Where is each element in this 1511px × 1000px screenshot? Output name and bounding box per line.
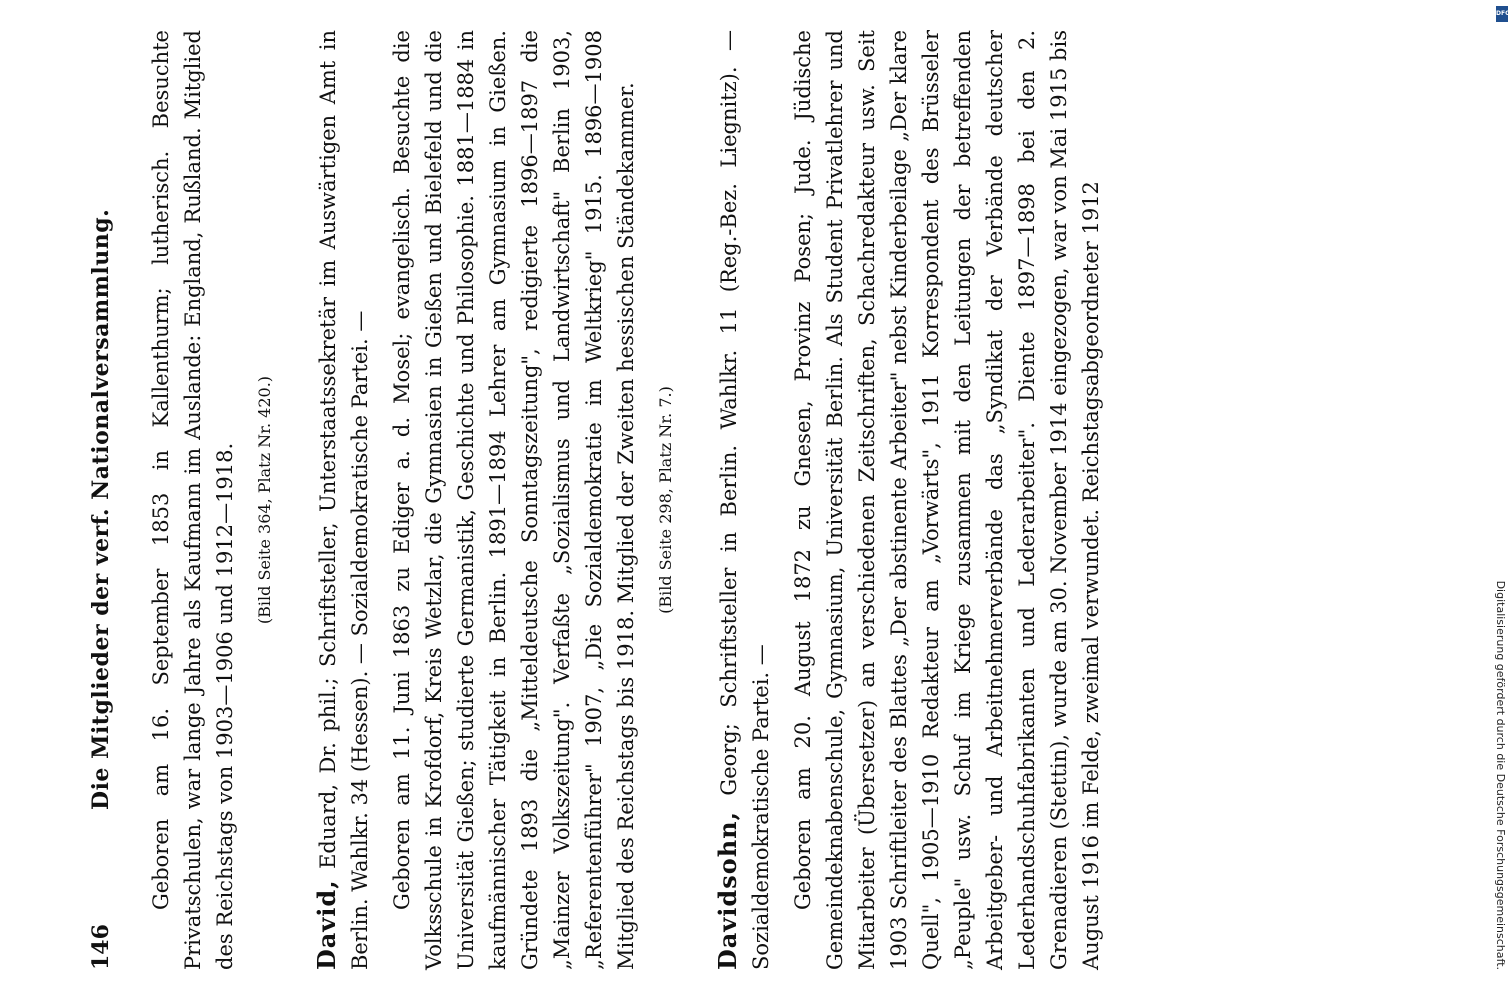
entry-biography: Geboren am 20. August 1872 zu Gnesen, Provinz Posen; Jude. Jüdische Gemeindeknabenschule, Gymnasium, Universität Berlin. Als Student Privatlehrer und Mitarbeiter (Übersetzer) an verschiedenen Zeitschriften, Schachredakteur usw. Seit 1903 Schriftleiter des Blattes „Der abstinente Arbeiter" nebst Kinderbeilage „Der klare Quell", 1905—1910 Redakteur am „Vorwärts", 1911 Korrespondent des Brüsseler „Peuple" usw. Schuf im Kriege zusammen mit den Leitungen der betreffenden Arbeitgeber- und Arbeitnehmerverbände das „Syndikat der Verbände deutscher Lederhandschuhfabrikanten und Lederarbeiter". Diente 1897—1898 bei den 2. Grenadieren (Stettin), wurde am 30. November 1914 eingezogen, war von Mai 1915 bis August 1916 im Felde, zweimal verwundet. Reichstagsabgeordneter 1912 xyxy=(791,30,1103,970)
image-caption: (Bild Seite 364, Platz Nr. 420.) xyxy=(255,375,274,625)
digitization-credit xyxy=(1493,8,1509,992)
page-number: 146 xyxy=(88,924,114,970)
entry-biography: Geboren am 11. Juni 1863 zu Ediger a. d. Mosel; evangelisch. Besuchte die Volksschule in Krofdorf, Kreis Wetzlar, die Gymnasien in Gießen und Bielefeld und die Universität Gießen; studierte Germanistik, Geschichte und Philosophie. 1881—1884 in kaufmännischer Tätigkeit in Berlin. 1891—1894 Lehrer am Gymnasium in Gießen. Gründete 1893 die „Mitteldeutsche Sonntagszeitung", redigierte 1896—1897 die „Mainzer Volkszeitung". Verfaßte „Sozialismus und Landwirtschaft" Berlin 1903, „Referentenführer" 1907, „Die Sozialdemokratie im Weltkrieg" 1915. 1896—1908 Mitglied des Reichstags bis 1918. Mitglied der Zweiten hessischen Ständekammer. xyxy=(390,30,638,970)
entry-heading xyxy=(311,30,376,970)
page-header xyxy=(85,30,125,970)
entry-name: David, xyxy=(312,879,341,970)
entry-heading-text: Georg; Schriftsteller in Berlin. Wahlkr. 11 (Reg.-Bez. Liegnitz). — Sozialdemokratische Partei. — xyxy=(717,30,773,970)
dfg-logo-icon: DFG xyxy=(1496,6,1508,22)
entry-heading xyxy=(712,30,777,970)
image-caption: (Bild Seite 298, Platz Nr. 7.) xyxy=(656,386,675,614)
intro-paragraph: Geboren am 16. September 1853 in Kallenthurm; lutherisch. Besuchte Privatschulen, war lange Jahre als Kaufmann im Auslande: England, Rußland. Mitglied des Reichstags von 1903—1906 und 1912—1918. xyxy=(149,30,237,970)
rotated-text-block xyxy=(85,20,1405,980)
entry-name: Davidsohn, xyxy=(713,811,742,970)
entry-david xyxy=(311,30,682,970)
entry-davidsohn xyxy=(712,30,1107,970)
entry-heading-text: Eduard, Dr. phil.; Schriftsteller, Unterstaatssekretär im Auswärtigen Amt in Berlin. Wahlkr. 34 (Hessen). — Sozialdemokratische Partei. — xyxy=(316,30,372,970)
credit-text: Digitalisierung gefördert durch die Deutsche Forschungsgemeinschaft. xyxy=(1494,580,1507,970)
running-title: Die Mitglieder der verf. Nationalversammlung. xyxy=(88,208,114,810)
